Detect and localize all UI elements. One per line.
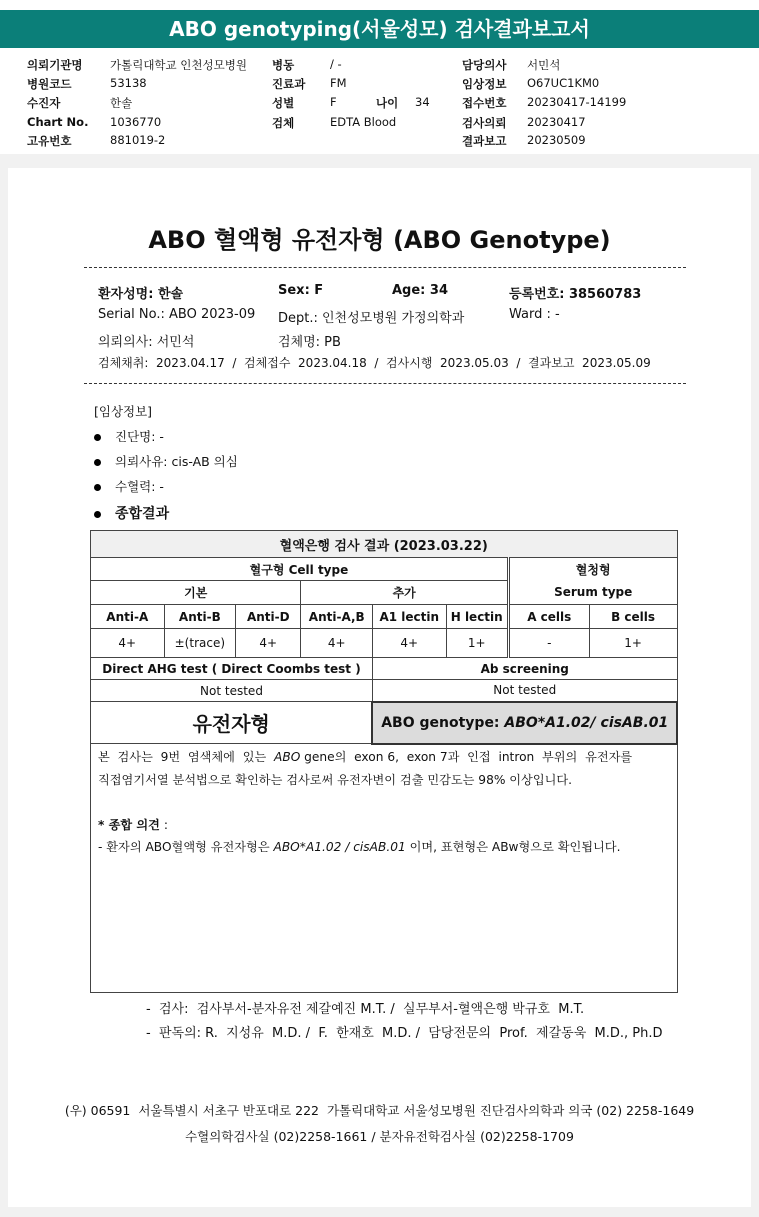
request-header	[0, 54, 759, 154]
value-unique-no: 881019-2	[110, 133, 166, 147]
diagnosis-text: 진단명: -	[115, 429, 164, 444]
reason-text: 의뢰사유: cis-AB 의심	[115, 454, 238, 469]
col-anti-b: Anti-B	[164, 605, 236, 629]
value-ward: / -	[330, 57, 342, 71]
genotype-result-box	[372, 702, 677, 744]
cell-type-header: 혈구형 Cell type	[91, 558, 509, 581]
ward: Ward : -	[509, 307, 560, 322]
label-report-date: 결과보고	[462, 134, 507, 148]
opinion-text	[98, 836, 672, 859]
genotype-prefix: ABO genotype:	[381, 714, 505, 731]
page-margin-bottom	[0, 1207, 759, 1217]
bullet-icon	[94, 484, 101, 491]
opinion-text-c: 이며, 표현형은 ABw형으로 확인됩니다.	[405, 840, 621, 854]
report-title-bar: ABO genotyping(서울성모) 검사결과보고서	[0, 10, 759, 48]
val-h-lectin: 1+	[446, 629, 508, 658]
val-b-cells: 1+	[589, 629, 677, 658]
dept: Dept.: 인천성모병원 가정의학과	[278, 311, 465, 326]
ab-screening-label: Ab screening	[372, 658, 677, 680]
label-unique-no: 고유번호	[27, 134, 72, 148]
referring-doctor: 의뢰의사: 서민석	[98, 335, 195, 350]
gene-name: ABO	[274, 750, 301, 764]
col-h-lectin: H lectin	[446, 605, 508, 629]
footer-contact: 수혈의학검사실 (02)2258-1661 / 분자유전학검사실 (02)2258-1709	[185, 1129, 574, 1144]
summary-heading	[94, 503, 169, 523]
value-patient: 한솔	[110, 96, 133, 110]
serial-number: Serial No.: ABO 2023-09	[98, 307, 256, 322]
clinical-info-heading: [임상정보]	[94, 404, 153, 419]
patient-age: Age: 34	[392, 283, 448, 298]
opinion-colon: :	[159, 818, 168, 832]
label-hospital-code: 병원코드	[27, 77, 72, 91]
label-specimen: 검체	[272, 116, 295, 130]
label-physician: 담당의사	[462, 58, 507, 72]
col-a-cells: A cells	[508, 605, 589, 629]
basic-header: 기본	[91, 581, 301, 605]
genotype-value: ABO*A1.02/ cisAB.01	[504, 714, 669, 731]
value-clinical-info: O67UC1KM0	[527, 76, 600, 90]
value-request-date: 20230417	[527, 115, 586, 129]
document-title: ABO 혈액형 유전자형 (ABO Genotype)	[148, 226, 611, 254]
specimen-name: 검체명: PB	[278, 335, 341, 350]
description-text: 본 검사는 9번 염색체에 있는	[98, 750, 274, 764]
signature-line-1: - 검사: 검사부서-분자유전 제갈예진 M.T. / 실무부서-혈액은행 박규호 M.T.	[146, 1002, 585, 1017]
page-margin-left	[0, 154, 8, 1217]
label-institution: 의뢰기관명	[27, 58, 83, 72]
val-a1-lectin: 4+	[372, 629, 446, 658]
val-anti-d: 4+	[236, 629, 301, 658]
genotype-label: 유전자형	[91, 702, 373, 744]
patient-name: 환자성명: 한솔	[98, 287, 184, 302]
ab-screening-value: Not tested	[372, 680, 677, 702]
dashed-divider	[84, 267, 686, 268]
bullet-icon	[94, 511, 101, 518]
value-specimen: EDTA Blood	[330, 115, 397, 129]
blood-bank-results-table	[90, 530, 678, 745]
serum-ko-header: 혈청형	[508, 558, 677, 581]
col-anti-a: Anti-A	[91, 605, 165, 629]
signature-line-2: - 판독의: R. 지성유 M.D. / F. 한재호 M.D. / 담당전문의 Prof. 제갈동욱 M.D., Ph.D	[146, 1026, 663, 1041]
value-accession: 20230417-14199	[527, 95, 627, 109]
dat-value: Not tested	[91, 680, 373, 702]
clinical-reason	[94, 452, 238, 470]
serum-en-header: Serum type	[508, 581, 677, 605]
label-department: 진료과	[272, 77, 306, 91]
val-anti-b: ±(trace)	[164, 629, 236, 658]
col-a1-lectin: A1 lectin	[372, 605, 446, 629]
value-chart-no: 1036770	[110, 115, 162, 129]
col-anti-ab: Anti-A,B	[301, 605, 373, 629]
label-clinical-info: 임상정보	[462, 77, 507, 91]
description-line-1	[98, 746, 672, 769]
extra-header: 추가	[301, 581, 508, 605]
label-ward: 병동	[272, 58, 295, 72]
label-chart-no: Chart No.	[27, 115, 89, 129]
value-hospital-code: 53138	[110, 76, 147, 90]
table-title: 혈액은행 검사 결과 (2023.03.22)	[91, 531, 678, 558]
label-accession: 접수번호	[462, 96, 507, 110]
page-margin-right	[751, 154, 759, 1217]
value-report-date: 20230509	[527, 133, 586, 147]
label-request-date: 검사의뢰	[462, 116, 507, 130]
value-institution: 가톨릭대학교 인천성모병원	[110, 58, 247, 72]
value-physician: 서민석	[527, 58, 561, 72]
test-dates: 검체채취: 2023.04.17 / 검체접수 2023.04.18 / 검사시행 2023.05.03 / 결과보고 2023.05.09	[98, 356, 651, 370]
clinical-diagnosis	[94, 427, 164, 445]
page-separator	[0, 154, 759, 168]
label-sex: 성별	[272, 96, 295, 110]
col-b-cells: B cells	[589, 605, 677, 629]
opinion-genotype: ABO*A1.02 / cisAB.01	[273, 840, 406, 854]
patient-sex: Sex: F	[278, 283, 324, 298]
value-age: 34	[415, 95, 430, 109]
registration-number: 등록번호: 38560783	[509, 287, 642, 302]
opinion-text-a: - 환자의 ABO혈액형 유전자형은	[98, 840, 274, 854]
dashed-divider	[84, 383, 686, 384]
label-patient: 수진자	[27, 96, 61, 110]
label-age: 나이	[376, 96, 399, 110]
val-anti-a: 4+	[91, 629, 165, 658]
dat-label: Direct AHG test ( Direct Coombs test )	[91, 658, 373, 680]
col-anti-d: Anti-D	[236, 605, 301, 629]
opinion-heading	[98, 814, 672, 837]
bullet-icon	[94, 434, 101, 441]
bullet-icon	[94, 459, 101, 466]
description-text: gene의 exon 6, exon 7과 인접 intron 부위의 유전자를	[300, 750, 633, 764]
summary-text: 종합결과	[115, 506, 170, 522]
val-anti-ab: 4+	[301, 629, 373, 658]
clinical-transfusion	[94, 477, 164, 495]
description-line-2: 직접염기서열 분석법으로 확인하는 검사로써 유전자변이 검출 민감도는 98% 이상입니다.	[98, 773, 573, 787]
footer-address: (우) 06591 서울특별시 서초구 반포대로 222 가톨릭대학교 서울성모병원 진단검사의학과 의국 (02) 2258-1649	[64, 1103, 695, 1118]
opinion-title: * 종합 의견	[98, 818, 160, 832]
val-a-cells: -	[508, 629, 589, 658]
value-sex: F	[330, 95, 337, 109]
value-department: FM	[330, 76, 347, 90]
transfusion-text: 수혈력: -	[115, 479, 164, 494]
